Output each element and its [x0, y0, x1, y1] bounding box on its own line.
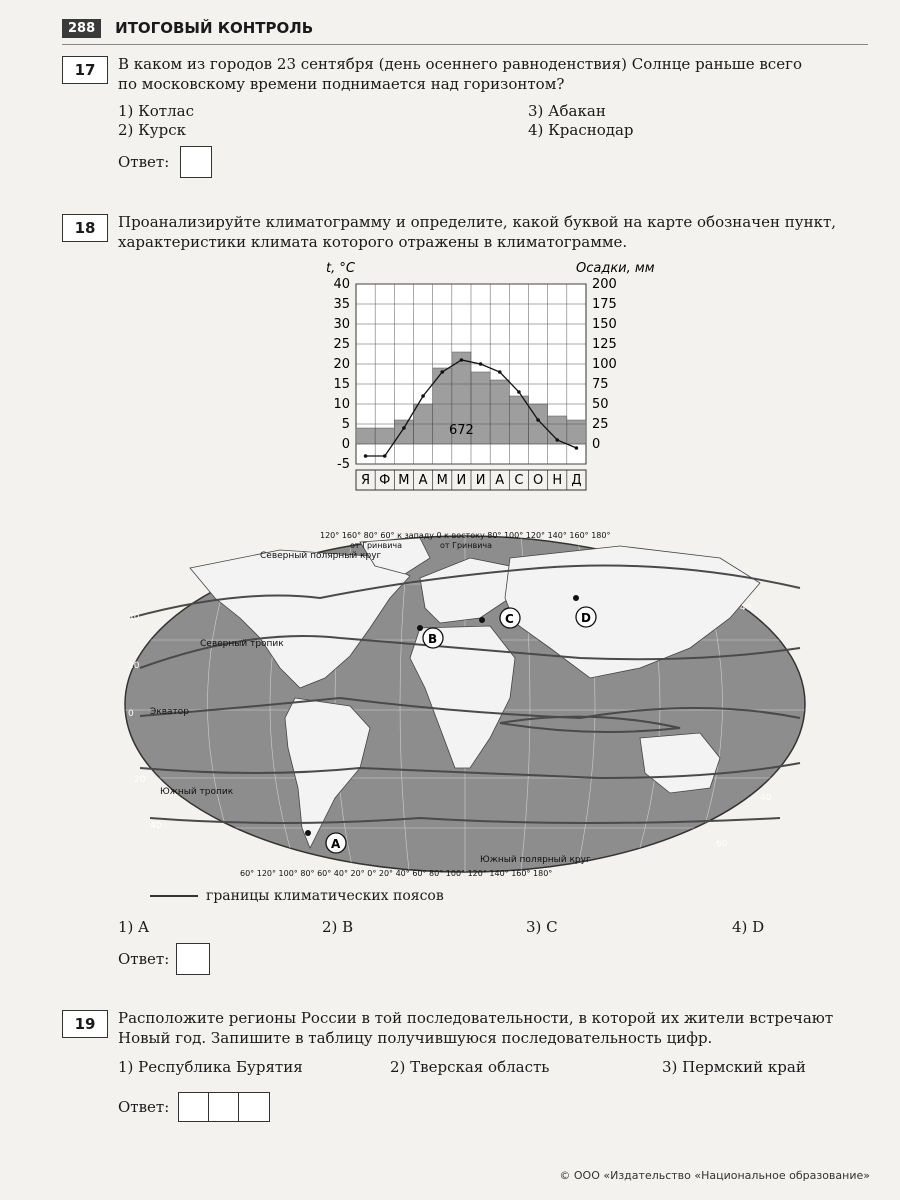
right-tick-label: 25 — [592, 417, 609, 432]
question-19-option-2: 2) Тверская область — [390, 1058, 550, 1076]
month-label: А — [418, 473, 428, 488]
precip-bar — [567, 420, 586, 444]
temperature-point — [555, 438, 559, 442]
precip-bar — [471, 372, 490, 444]
month-label: А — [495, 473, 505, 488]
left-tick-label: 0 — [341, 437, 350, 452]
month-label: Я — [361, 473, 371, 488]
question-18-option-4: 4) D — [732, 918, 765, 936]
right-tick-label: 100 — [592, 357, 617, 372]
question-19-option-1: 1) Республика Бурятия — [118, 1058, 303, 1076]
label-20s: 20 — [134, 775, 146, 785]
left-tick-label: 10 — [333, 397, 350, 412]
top-longitude-label: 120° 160° 80° 60° к западу 0 к востоку 80° 100° 120° 140° 160° 180° — [320, 531, 611, 540]
label-40n: 40 — [128, 613, 140, 623]
right-tick-label: 125 — [592, 337, 617, 352]
question-17-option-4: 4) Краснодар — [528, 121, 634, 139]
label-40s-right: 40 — [760, 793, 772, 803]
label-20n: 20 — [128, 661, 140, 671]
arctic-circle-label: Северный полярный круг — [260, 551, 382, 561]
question-19-answer-label: Ответ: — [118, 1098, 170, 1116]
temperature-point — [517, 390, 521, 394]
question-19-option-3: 3) Пермский край — [662, 1058, 806, 1076]
question-18-answer-label: Ответ: — [118, 950, 170, 968]
month-label: Ф — [379, 473, 391, 488]
left-tick-label: 15 — [333, 377, 350, 392]
precip-bar — [394, 420, 413, 444]
month-label: М — [398, 473, 410, 488]
precip-bar — [356, 428, 375, 444]
temperature-point — [479, 362, 483, 366]
annual-precip-label: 672 — [449, 423, 474, 438]
point-d-label: D — [581, 611, 591, 625]
temperature-point — [460, 358, 464, 362]
left-tick-label: 5 — [341, 417, 350, 432]
climatogram-svg — [310, 256, 655, 516]
point-a-label: A — [331, 837, 341, 851]
question-17-text-line1: В каком из городов 23 сентября (день осеннего равноденствия) Солнце раньше всего — [118, 55, 802, 73]
top-sub-right: от Гринвича — [440, 541, 493, 550]
question-18-text-line2: характеристики климата которого отражены в климатограмме. — [118, 233, 628, 251]
antarctic-circle-label: Южный полярный круг — [480, 855, 591, 865]
header-divider — [62, 44, 868, 45]
month-label: Н — [552, 473, 563, 488]
month-label: С — [514, 473, 524, 488]
right-tick-label: 75 — [592, 377, 609, 392]
temperature-point — [440, 370, 444, 374]
right-tick-label: 150 — [592, 317, 617, 332]
question-18-answer-box[interactable] — [176, 943, 210, 975]
question-19-answer-cell-2[interactable] — [208, 1092, 240, 1122]
world-climate-map — [120, 528, 810, 880]
temperature-point — [402, 426, 406, 430]
month-label: О — [532, 473, 544, 488]
right-tick-label: 0 — [592, 437, 601, 452]
question-17-option-3: 3) Абакан — [528, 102, 606, 120]
point-b-label: B — [428, 632, 438, 646]
label-40s: 40 — [150, 821, 162, 831]
legend-text: границы климатических поясов — [206, 888, 444, 904]
precip-bar — [490, 380, 509, 444]
month-label: И — [456, 473, 467, 488]
left-tick-label: 40 — [333, 277, 350, 292]
bottom-longitude-label: 60° 120° 100° 80° 60° 40° 20° 0° 20° 40° 60° 80° 100° 120° 140° 160° 180° — [240, 869, 553, 878]
question-17-option-1: 1) Котлас — [118, 102, 194, 120]
month-label: Д — [571, 473, 582, 488]
page-number: 288 — [62, 19, 101, 38]
question-18-option-1: 1) A — [118, 918, 149, 936]
equator-label: Экватор — [150, 707, 190, 717]
south-tropic-label: Южный тропик — [160, 787, 234, 797]
left-tick-label: 20 — [333, 357, 350, 372]
north-tropic-label: Северный тропик — [200, 639, 284, 649]
question-19-text-line1: Расположите регионы России в той последовательности, в которой их жители встречают — [118, 1009, 834, 1027]
left-axis-label: t, °C — [326, 261, 355, 276]
temperature-point — [421, 394, 425, 398]
question-18-text-line1: Проанализируйте климатограмму и определите, какой буквой на карте обозначен пункт, — [118, 213, 837, 231]
temperature-point — [536, 418, 540, 422]
question-17-text-line2: по московскому времени поднимается над горизонтом? — [118, 75, 565, 93]
month-label: И — [475, 473, 486, 488]
question-19-answer-cell-3[interactable] — [238, 1092, 270, 1122]
left-tick-label: 25 — [333, 337, 350, 352]
label-60s-right: 60 — [716, 839, 728, 849]
world-map-svg — [120, 528, 810, 880]
left-tick-label: 35 — [333, 297, 350, 312]
temperature-point — [575, 446, 579, 450]
precip-bar — [509, 396, 528, 444]
question-18-option-2: 2) B — [322, 918, 354, 936]
publisher-footer: © ООО «Издательство «Национальное образование» — [559, 1169, 870, 1182]
left-tick-label: 30 — [333, 317, 350, 332]
precip-bar — [375, 428, 394, 444]
right-tick-label: 175 — [592, 297, 617, 312]
question-17-answer-box[interactable] — [180, 146, 212, 178]
label-40n-right: 40 — [740, 603, 752, 613]
question-18-option-3: 3) C — [526, 918, 558, 936]
point-c-label: C — [505, 612, 514, 626]
question-17-number: 17 — [62, 56, 108, 84]
section-title: ИТОГОВЫЙ КОНТРОЛЬ — [115, 19, 314, 37]
right-axis-label: Осадки, мм — [576, 261, 655, 276]
temperature-point — [498, 370, 502, 374]
climatogram — [310, 256, 655, 516]
question-17-option-2: 2) Курск — [118, 121, 186, 139]
month-label: М — [436, 473, 448, 488]
temperature-point — [364, 454, 368, 458]
top-sub-left: от Гринвича — [350, 541, 403, 550]
question-19-answer-cell-1[interactable] — [178, 1092, 210, 1122]
question-19-number: 19 — [62, 1010, 108, 1038]
legend-line — [150, 895, 198, 897]
right-tick-label: 50 — [592, 397, 609, 412]
label-0: 0 — [128, 709, 134, 719]
temperature-point — [383, 454, 387, 458]
left-tick-label: -5 — [337, 457, 350, 472]
question-18-number: 18 — [62, 214, 108, 242]
right-tick-label: 200 — [592, 277, 617, 292]
question-17-answer-label: Ответ: — [118, 153, 170, 171]
map-legend — [150, 888, 444, 904]
question-19-text-line2: Новый год. Запишите в таблицу получившуюся последовательность цифр. — [118, 1029, 713, 1047]
page-header — [62, 14, 862, 42]
